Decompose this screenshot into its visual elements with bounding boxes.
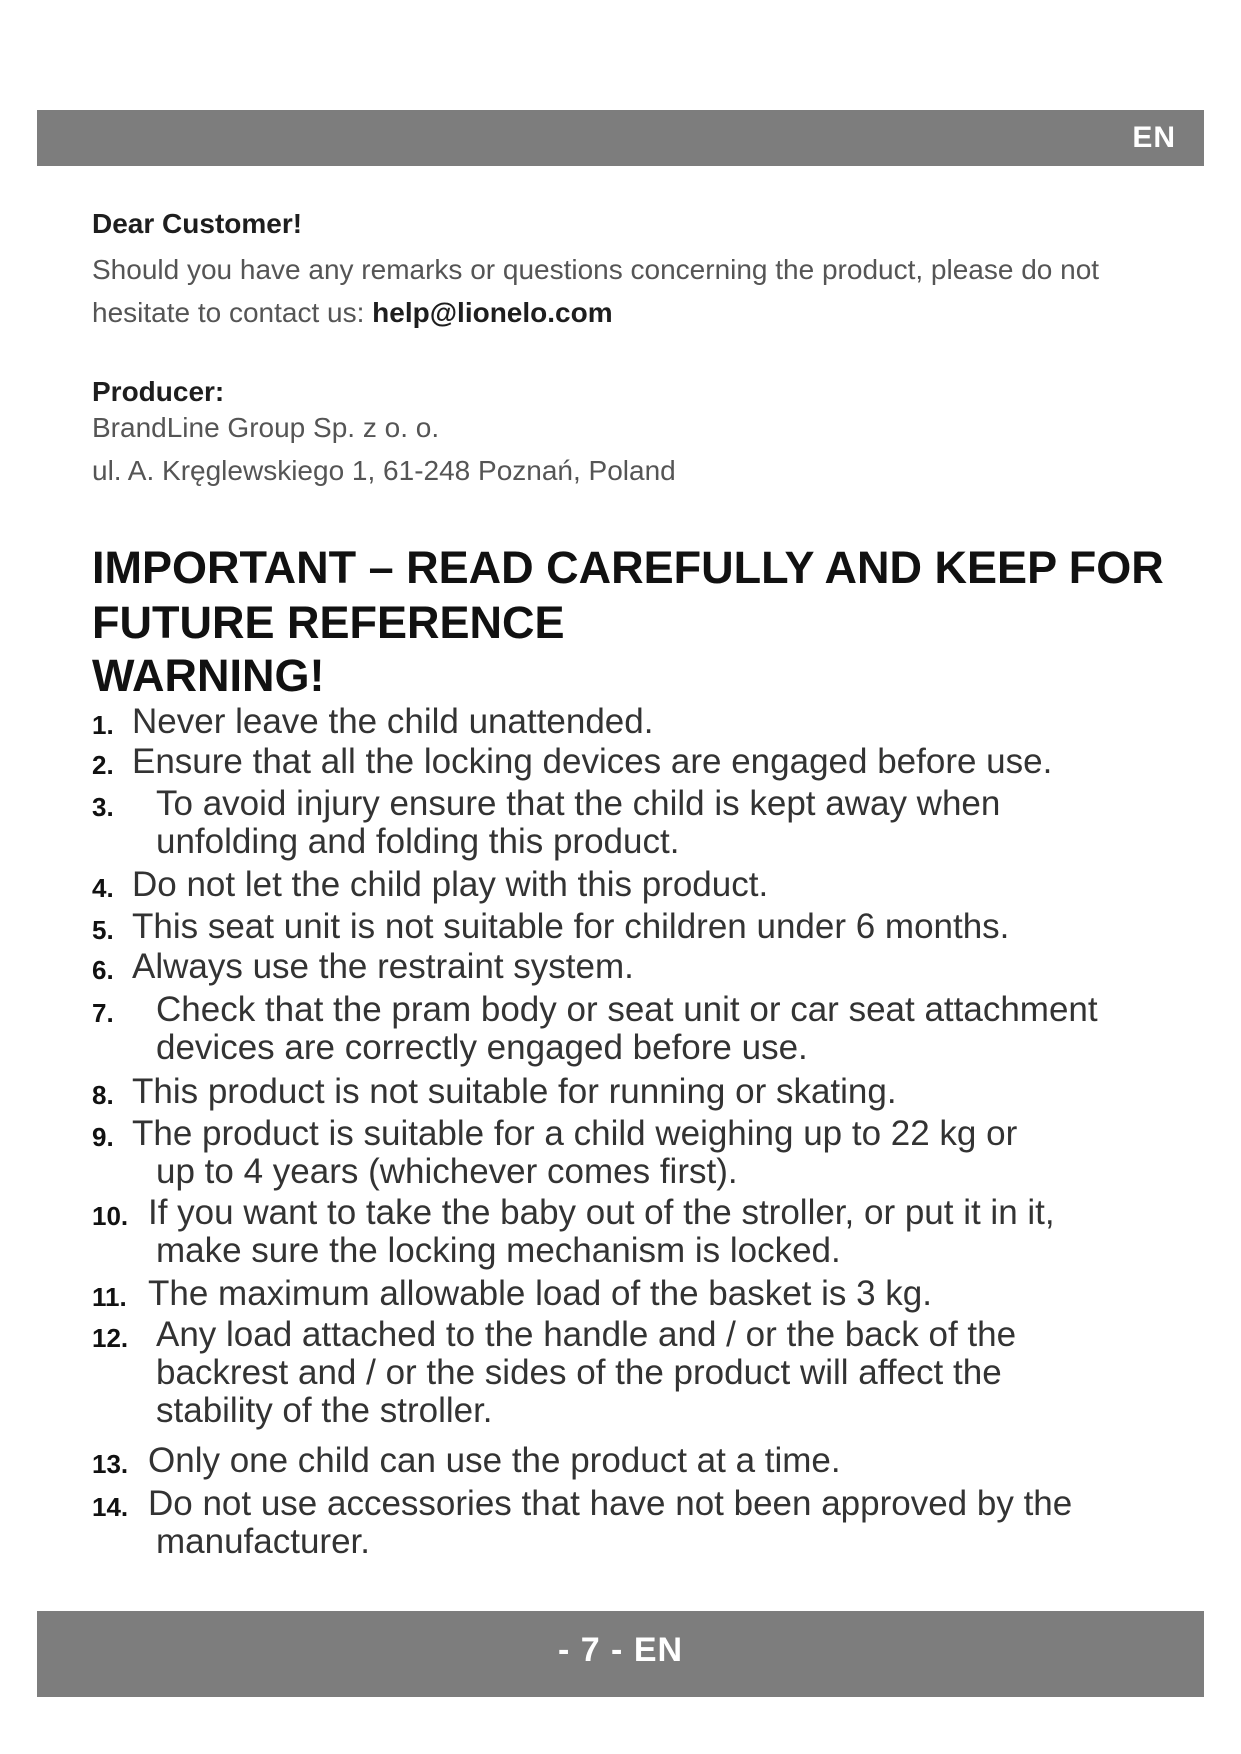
warning-text: manufacturer. — [156, 1522, 370, 1561]
warning-number: 12. — [92, 1323, 129, 1353]
warning-number: 11. — [92, 1282, 127, 1312]
contact-message: Should you have any remarks or questions concerning the product, please do not hesitate to contact us: — [92, 254, 1100, 328]
language-label: EN — [1132, 121, 1176, 154]
warning-text: Never leave the child unattended. — [132, 702, 654, 741]
warning-text: make sure the locking mechanism is locked. — [156, 1231, 841, 1270]
warning-number: 4. — [92, 873, 114, 903]
warning-title: WARNING! — [92, 650, 325, 701]
contact-email-link[interactable]: help@lionelo.com — [372, 297, 613, 328]
warning-text: up to 4 years (whichever comes first). — [156, 1152, 738, 1191]
producer-company: BrandLine Group Sp. z o. o. — [92, 412, 440, 443]
warning-number: 1. — [92, 710, 114, 740]
footer-bar — [37, 1611, 1204, 1697]
warning-text: backrest and / or the sides of the product will affect the — [156, 1353, 1002, 1392]
warning-text: This product is not suitable for running or skating. — [132, 1072, 897, 1111]
warning-text: To avoid injury ensure that the child is kept away when — [156, 784, 1001, 823]
warning-text: Any load attached to the handle and / or the back of the — [156, 1315, 1017, 1354]
warning-number: 14. — [92, 1492, 129, 1522]
contact-heading: Dear Customer! — [92, 208, 303, 239]
warning-text: Do not let the child play with this product. — [132, 865, 769, 904]
producer-address: ul. A. Kręglewskiego 1, 61-248 Poznań, Poland — [92, 455, 676, 486]
warning-number: 9. — [92, 1122, 114, 1152]
contact-text — [92, 248, 1192, 334]
warning-text: devices are correctly engaged before use. — [156, 1028, 808, 1067]
warning-number: 2. — [92, 750, 114, 780]
warning-text: Check that the pram body or seat unit or car seat attachment — [156, 990, 1098, 1029]
producer-heading: Producer: — [92, 376, 225, 407]
warning-text: Do not use accessories that have not been approved by the — [148, 1484, 1073, 1523]
warning-number: 13. — [92, 1449, 129, 1479]
warning-text: Always use the restraint system. — [132, 947, 634, 986]
warning-text: This seat unit is not suitable for children under 6 months. — [132, 907, 1010, 946]
warning-number: 10. — [92, 1201, 129, 1231]
warning-number: 3. — [92, 792, 114, 822]
warning-number: 8. — [92, 1080, 114, 1110]
important-title: IMPORTANT – READ CAREFULLY AND KEEP FOR FUTURE REFERENCE — [92, 542, 1164, 648]
header-bar — [37, 110, 1204, 166]
warning-text: If you want to take the baby out of the stroller, or put it in it, — [148, 1193, 1055, 1232]
warning-text: The product is suitable for a child weighing up to 22 kg or — [132, 1114, 1018, 1153]
warning-number: 5. — [92, 915, 114, 945]
warning-text: The maximum allowable load of the basket is 3 kg. — [148, 1274, 932, 1313]
page-number: - 7 - EN — [557, 1631, 684, 1669]
warning-number: 7. — [92, 998, 114, 1028]
warning-text: unfolding and folding this product. — [156, 822, 680, 861]
warning-text: Only one child can use the product at a time. — [148, 1441, 841, 1480]
warning-number: 6. — [92, 955, 114, 985]
warning-text: stability of the stroller. — [156, 1391, 493, 1430]
warning-text: Ensure that all the locking devices are engaged before use. — [132, 742, 1053, 781]
